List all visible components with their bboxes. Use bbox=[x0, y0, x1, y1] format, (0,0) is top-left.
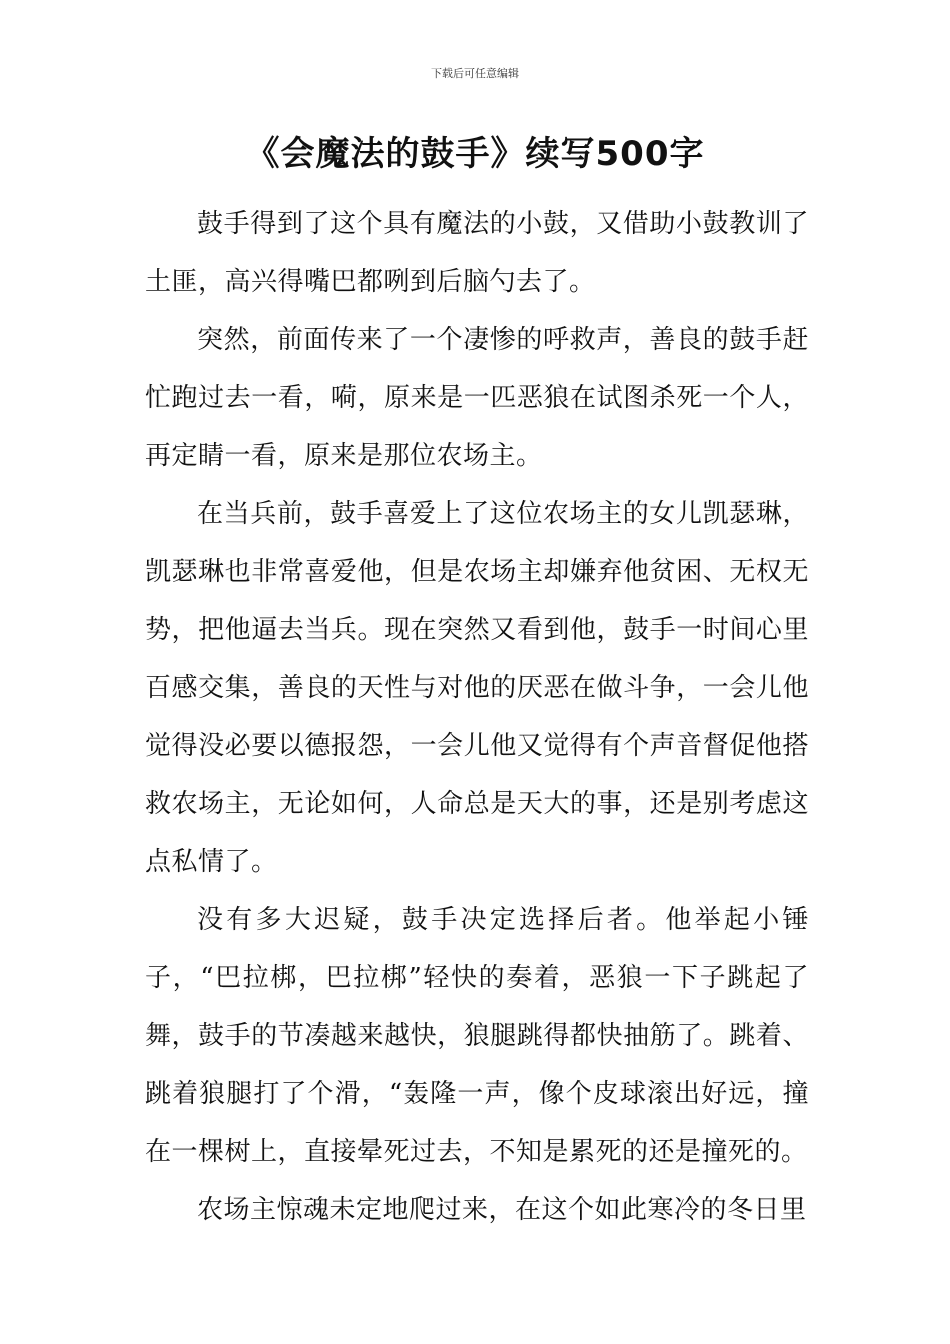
paragraph-4: 没有多大迟疑，鼓手决定选择后者。他举起小锤子，“巴拉梆，巴拉梆”轻快的奏着，恶狼一下子跳起了舞，鼓手的节凑越来越快，狼腿跳得都快抽筋了。跳着、跳着狼腿打了个滑，“轰隆一声，像个皮球滚出好远，撞在一棵树上，直接晕死过去，不知是累死的还是撞死的。 bbox=[145, 905, 809, 1167]
paragraph-1: 鼓手得到了这个具有魔法的小鼓，又借助小鼓教训了土匪，高兴得嘴巴都咧到后脑勺去了。 bbox=[145, 209, 809, 297]
header-note: 下载后可任意编辑 bbox=[431, 67, 519, 80]
document-title: 《会魔法的鼓手》续写500字 bbox=[245, 134, 705, 174]
paragraph-2: 突然，前面传来了一个凄惨的呼救声，善良的鼓手赶忙跑过去一看，嗬，原来是一匹恶狼在试图杀死一个人，再定睛一看，原来是那位农场主。 bbox=[145, 325, 809, 471]
paragraph-3: 在当兵前，鼓手喜爱上了这位农场主的女儿凯瑟琳，凯瑟琳也非常喜爱他，但是农场主却嫌弃他贫困、无权无势，把他逼去当兵。现在突然又看到他，鼓手一时间心里百感交集，善良的天性与对他的厌恶在做斗争，一会儿他觉得没必要以德报怨，一会儿他又觉得有个声音督促他搭救农场主，无论如何，人命总是天大的事，还是别考虑这点私情了。 bbox=[145, 499, 809, 877]
document-body bbox=[145, 195, 809, 1239]
paragraph-5: 农场主惊魂未定地爬过来，在这个如此寒冷的冬日里 bbox=[197, 1195, 807, 1225]
